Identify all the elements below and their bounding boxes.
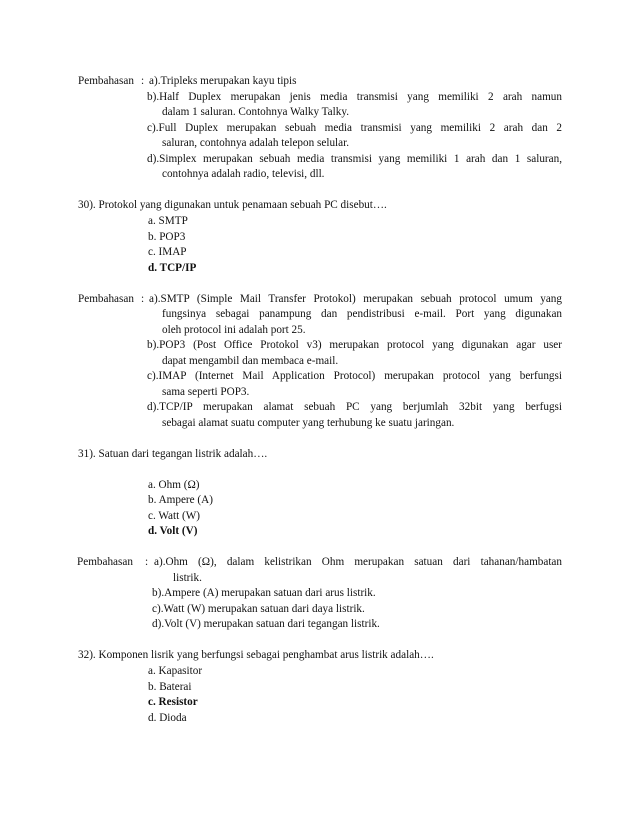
option-d-answer: d. TCP/IP (148, 262, 197, 274)
option-a: a. Kapasitor (148, 665, 203, 677)
option-c: c. IMAP (148, 246, 187, 258)
explanation-line: sebagai alamat suatu computer yang terhubung ke suatu jaringan. (162, 417, 455, 429)
explanation-line: b).Half Duplex merupakan jenis media transmisi yang memiliki 2 arah namun (147, 91, 562, 103)
explanation-line: sama seperti POP3. (162, 386, 250, 398)
option-c: c. Watt (W) (148, 510, 201, 522)
pembahasan-colon: : (145, 556, 149, 568)
explanation-line: listrik. (173, 572, 202, 584)
pembahasan-label: Pembahasan (78, 293, 134, 305)
explanation-line: dalam 1 saluran. Contohnya Walky Talky. (162, 106, 350, 118)
explanation-line: fungsinya sebagai panampung dan pendistribusi e-mail. Port yang digunakan (162, 308, 562, 320)
option-b: b. POP3 (148, 231, 186, 243)
option-c-answer: c. Resistor (148, 696, 198, 708)
option-d-answer: d. Volt (V) (148, 525, 198, 537)
explanation-line: d).Simplex merupakan sebuah media transmisi yang memiliki 1 arah dan 1 saluran, (147, 153, 562, 165)
explanation-line: d).TCP/IP merupakan alamat sebuah PC yang berjumlah 32bit yang berfugsi (147, 401, 562, 413)
explanation-line: contohnya adalah radio, televisi, dll. (162, 168, 325, 180)
option-a: a. Ohm (Ω) (148, 479, 200, 491)
question-30: 30). Protokol yang digunakan untuk penamaan sebuah PC disebut…. (78, 199, 387, 211)
question-31: 31). Satuan dari tegangan listrik adalah…. (78, 448, 268, 460)
option-b: b. Ampere (A) (148, 494, 213, 506)
explanation-line: b).POP3 (Post Office Protokol v3) merupakan protocol yang digunakan agar user (147, 339, 562, 351)
explanation-line: a).SMTP (Simple Mail Transfer Protokol) merupakan sebuah protocol umum yang (149, 293, 562, 305)
explanation-line: a).Ohm (Ω), dalam kelistrikan Ohm merupakan satuan dari tahanan/hambatan (154, 556, 562, 568)
pembahasan-label: Pembahasan (77, 556, 133, 568)
explanation-line: c).Full Duplex merupakan sebuah media transmisi yang memiliki 2 arah dan 2 (147, 122, 562, 134)
explanation-line: d).Volt (V) merupakan satuan dari tegangan listrik. (152, 618, 380, 630)
pembahasan-colon: : (141, 293, 145, 305)
explanation-line: b).Ampere (A) merupakan satuan dari arus listrik. (152, 587, 376, 599)
pembahasan-colon: : (141, 75, 145, 87)
explanation-line: dapat mengambil dan membaca e-mail. (162, 355, 339, 367)
explanation-line: c).Watt (W) merupakan satuan dari daya listrik. (152, 603, 365, 615)
option-d: d. Dioda (148, 712, 187, 724)
question-32: 32). Komponen lisrik yang berfungsi sebagai penghambat arus listrik adalah…. (78, 649, 434, 661)
option-a: a. SMTP (148, 215, 188, 227)
pembahasan-label: Pembahasan (78, 75, 134, 87)
explanation-line: c).IMAP (Internet Mail Application Protocol) merupakan protocol yang berfungsi (147, 370, 562, 382)
explanation-line: oleh protocol ini adalah port 25. (162, 324, 306, 336)
explanation-line: saluran, contohnya adalah telepon selular. (162, 137, 350, 149)
option-b: b. Baterai (148, 681, 192, 693)
explanation-line: a).Tripleks merupakan kayu tipis (149, 75, 297, 87)
